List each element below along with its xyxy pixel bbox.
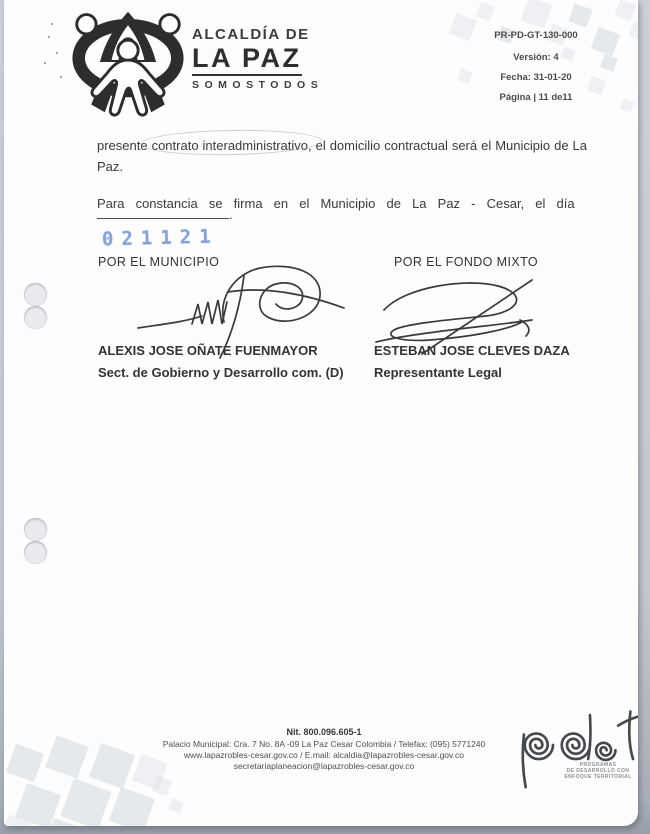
pdet-logo-icon (516, 704, 638, 800)
signer-role-left: Sect. de Gobierno y Desarrollo com. (D) (98, 365, 344, 380)
document-meta (456, 30, 616, 103)
document-page-number: Página | 11 de11 (499, 92, 573, 103)
date-stamp: 021121 (101, 225, 219, 251)
pdet-caption-line2: DE DESARROLLO CON (566, 768, 630, 774)
footer-nit: Nit. 800.096.605-1 (286, 727, 362, 737)
footer-web-email: www.lapazrobles-cesar.gov.co / E.mail: alcaldia@lapazrobles-cesar.gov.co (184, 750, 464, 760)
punch-hole (24, 306, 47, 329)
body-paragraph-2: Para constancia se firma en el Municipio de La Paz - Cesar, el día (97, 196, 575, 211)
document-date: Fecha: 31-01-20 (500, 72, 572, 83)
document-version: Versión: 4 (513, 52, 559, 63)
signature-title-municipio: POR EL MUNICIPIO (98, 255, 220, 269)
footer-email-2: secretariaplaneacion@lapazrobles-cesar.gov.co (233, 761, 415, 771)
punch-hole (24, 541, 47, 564)
pdet-logo (516, 704, 638, 806)
alcaldia-la-paz-logo-icon (70, 2, 186, 120)
blank-date-line (97, 204, 233, 222)
footer-address: Palacio Municipal: Cra. 7 No. 8A -09 La Paz Cesar Colombia / Telefax: (095) 5771240 (162, 739, 486, 749)
signature-title-fondo-mixto: POR EL FONDO MIXTO (394, 255, 539, 269)
logo-text (192, 26, 323, 91)
ink-speckle (48, 36, 50, 38)
blank-date-period: . (229, 207, 233, 222)
logo-line2: LA PAZ (192, 43, 302, 76)
footer (89, 727, 559, 772)
ink-speckle (56, 52, 58, 54)
signer-name-left: ALEXIS JOSE OÑATE FUENMAYOR (98, 343, 318, 358)
signer-name-right: ESTEBAN JOSE CLEVES DAZA (374, 343, 570, 358)
pdet-caption-line3: ENFOQUE TERRITORIAL (564, 774, 632, 780)
body-paragraph-1: presente contrato interadministrativo, el domicilio contractual será el Municipio de La Paz. (97, 138, 587, 174)
logo-line1: ALCALDÍA DE (192, 26, 310, 43)
document-code: PR-PD-GT-130-000 (494, 30, 578, 41)
document-page (4, 0, 638, 826)
ink-speckle (60, 76, 62, 78)
punch-hole (24, 283, 47, 306)
ink-speckle (51, 23, 53, 25)
logo-line3: SOMOSTODOS (192, 79, 324, 91)
blank-date-rule (97, 204, 229, 219)
signer-role-right: Representante Legal (374, 365, 502, 380)
pdet-caption-line1: PROGRAMAS (579, 762, 617, 768)
ink-speckle (44, 62, 46, 64)
pdet-caption (562, 762, 634, 780)
punch-hole (24, 518, 47, 541)
